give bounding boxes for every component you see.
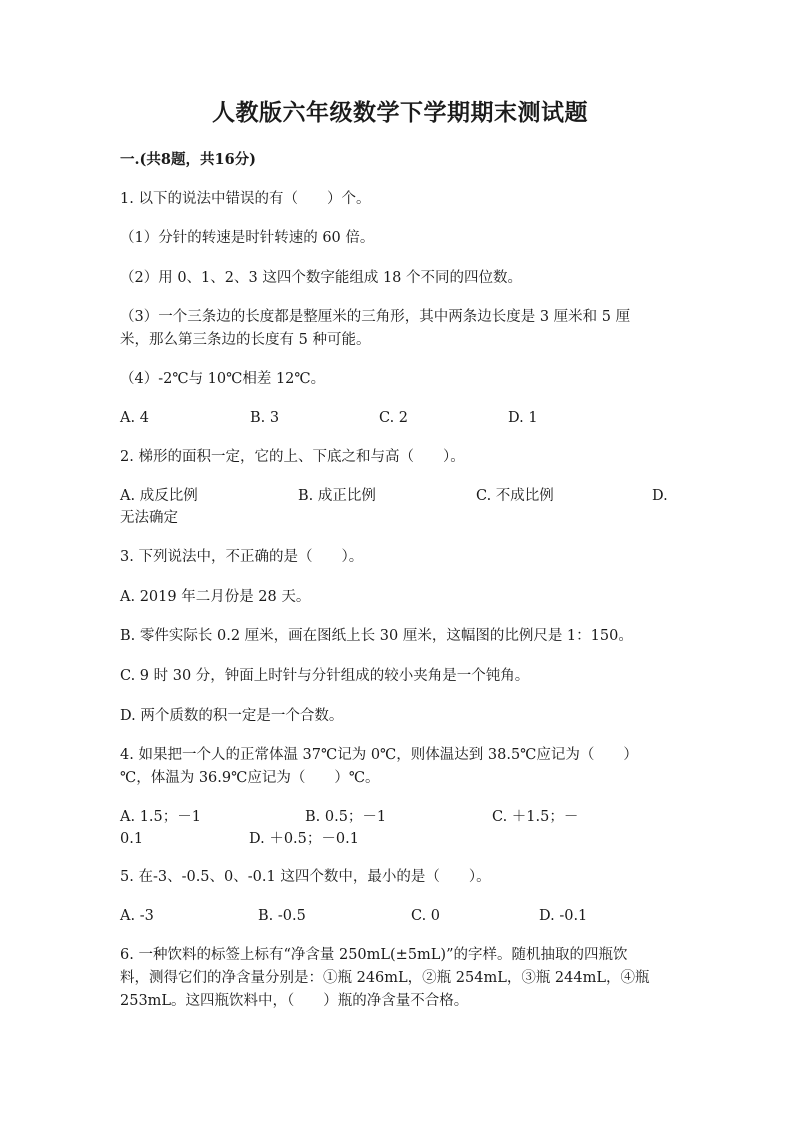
question-4-option-c-wrap: 0.1	[120, 831, 144, 847]
question-1-statement-1: （1）分针的转速是时针转速的 60 倍。	[120, 230, 375, 246]
question-1-statement-4: （4）-2℃与 10℃相差 12℃。	[120, 371, 326, 387]
question-1-option-d: D. 1	[508, 410, 538, 426]
question-3-stem: 3. 下列说法中，不正确的是（ ）。	[120, 549, 364, 565]
question-5-stem: 5. 在-3、-0.5、0、-0.1 这四个数中，最小的是（ ）。	[120, 869, 491, 885]
question-5-option-c: C. 0	[411, 908, 441, 924]
question-5-option-b: B. -0.5	[258, 908, 306, 924]
question-5-option-a: A. -3	[120, 908, 154, 924]
question-1-statement-3b: 米，那么第三条边的长度有 5 种可能。	[120, 332, 371, 348]
question-4-stem-line-1: 4. 如果把一个人的正常体温 37℃记为 0℃，则体温达到 38.5℃应记为（ ）	[120, 747, 638, 763]
question-3-option-d: D. 两个质数的积一定是一个合数。	[120, 708, 344, 724]
question-5-option-d: D. -0.1	[539, 908, 588, 924]
question-3-option-a: A. 2019 年二月份是 28 天。	[120, 589, 311, 605]
question-2-option-b: B. 成正比例	[298, 488, 376, 504]
question-3-option-c: C. 9 时 30 分，钟面上时针与分针组成的较小夹角是一个钝角。	[120, 668, 530, 684]
question-4-option-a: A. 1.5；－1	[120, 809, 201, 825]
question-2-stem: 2. 梯形的面积一定，它的上、下底之和与高（ ）。	[120, 449, 465, 465]
question-4-stem-line-2: ℃，体温为 36.9℃应记为（ ）℃。	[120, 770, 380, 786]
question-6-line-1: 6. 一种饮料的标签上标有“净含量 250mL(±5mL)”的字样。随机抽取的四瓶饮	[120, 947, 628, 963]
question-6-line-2: 料，测得它们的净含量分别是：①瓶 246mL，②瓶 254mL，③瓶 244mL，④瓶	[120, 970, 650, 986]
question-1-option-a: A. 4	[120, 410, 149, 426]
question-2-option-a: A. 成反比例	[120, 488, 198, 504]
question-2-option-c: C. 不成比例	[476, 488, 554, 504]
page-title: 人教版六年级数学下学期期末测试题	[212, 99, 588, 126]
question-1-option-c: C. 2	[379, 410, 409, 426]
question-4-option-b: B. 0.5；－1	[305, 809, 387, 825]
question-2-option-d-text: 无法确定	[120, 510, 178, 526]
question-1-statement-3a: （3）一个三条边的长度都是整厘米的三角形，其中两条边长度是 3 厘米和 5 厘	[120, 309, 631, 325]
question-6-line-3: 253mL。这四瓶饮料中，（ ）瓶的净含量不合格。	[120, 993, 469, 1009]
section-heading: 一.(共8题，共16分)	[120, 151, 257, 168]
question-4-option-c: C. ＋1.5；－	[492, 809, 579, 825]
question-3-option-b: B. 零件实际长 0.2 厘米，画在图纸上长 30 厘米，这幅图的比例尺是 1：150。	[120, 628, 633, 644]
question-1-stem: 1. 以下的说法中错误的有（ ）个。	[120, 191, 371, 207]
question-2-option-d: D.	[652, 488, 668, 504]
question-1-statement-2: （2）用 0、1、2、3 这四个数字能组成 18 个不同的四位数。	[120, 270, 523, 286]
question-1-option-b: B. 3	[250, 410, 280, 426]
question-4-option-d: D. ＋0.5；－0.1	[249, 831, 359, 847]
